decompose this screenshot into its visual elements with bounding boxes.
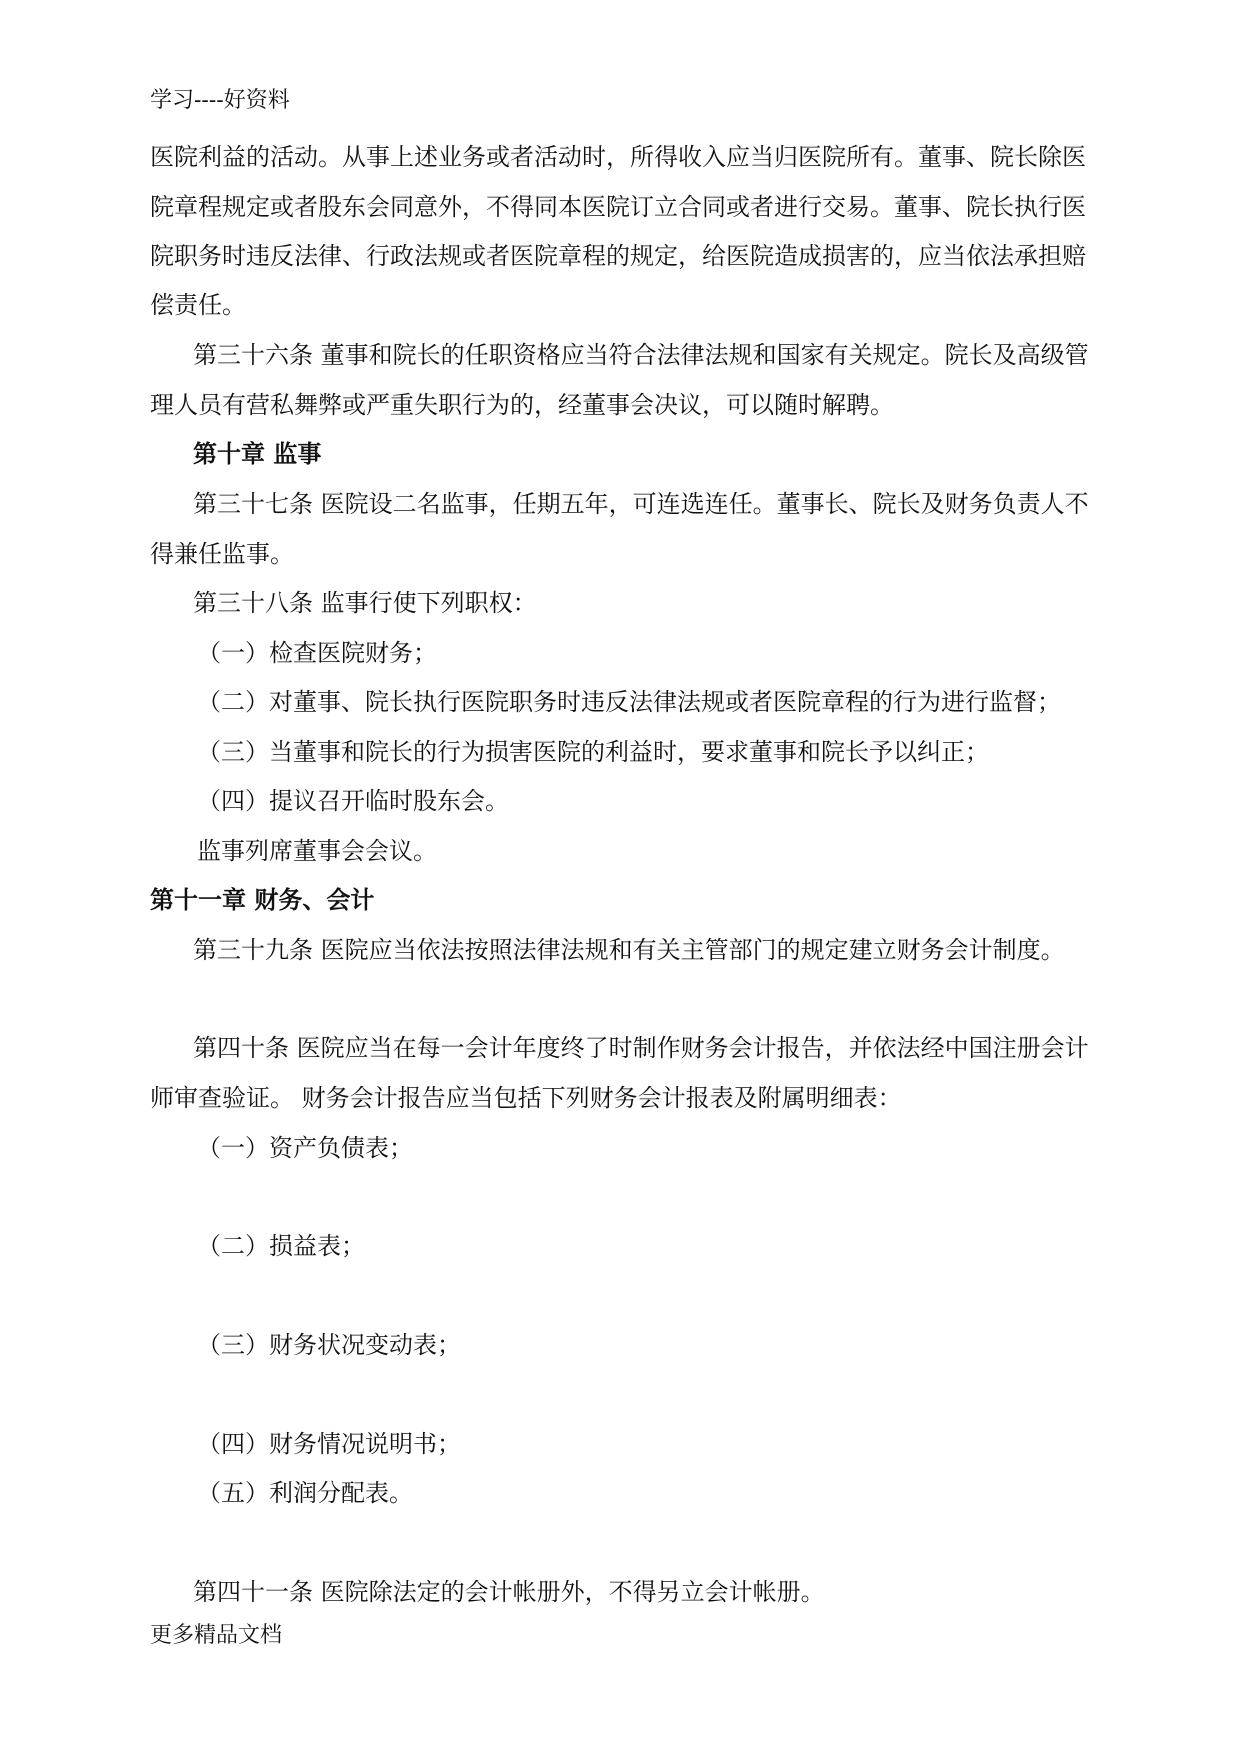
list-item: （一）检查医院财务；	[197, 639, 437, 667]
paragraph-line: 院职务时违反法律、行政法规或者医院章程的规定，给医院造成损害的，应当依法承担赔	[150, 242, 1086, 270]
list-item: （二）损益表；	[197, 1232, 365, 1260]
paragraph-line: 偿责任。	[150, 291, 246, 319]
list-item: （三）当董事和院长的行为损害医院的利益时，要求董事和院长予以纠正；	[197, 738, 989, 766]
page-header: 学习----好资料	[150, 88, 290, 113]
chapter-11-heading: 第十一章 财务、会计	[150, 886, 375, 914]
article-41-line: 第四十一条 医院除法定的会计帐册外，不得另立会计帐册。	[193, 1578, 825, 1606]
article-36-line: 第三十六条 董事和院长的任职资格应当符合法律法规和国家有关规定。院长及高级管	[193, 341, 1089, 369]
list-item: （五）利润分配表。	[197, 1479, 413, 1507]
page-footer: 更多精品文档	[150, 1623, 283, 1648]
chapter-10-heading: 第十章 监事	[193, 440, 322, 468]
list-item: （三）财务状况变动表；	[197, 1331, 461, 1359]
paragraph-line: 院章程规定或者股东会同意外，不得同本医院订立合同或者进行交易。董事、院长执行医	[150, 193, 1086, 221]
list-item: （四）财务情况说明书；	[197, 1430, 461, 1458]
article-37-line: 得兼任监事。	[150, 540, 294, 568]
list-item: （一）资产负债表；	[197, 1134, 413, 1162]
article-36-line: 理人员有营私舞弊或严重失职行为的，经董事会决议，可以随时解聘。	[150, 391, 894, 419]
list-item: （二）对董事、院长执行医院职务时违反法律法规或者医院章程的行为进行监督；	[197, 688, 1061, 716]
article-39-line: 第三十九条 医院应当依法按照法律法规和有关主管部门的规定建立财务会计制度。	[193, 936, 1065, 964]
list-item: （四）提议召开临时股东会。	[197, 787, 509, 815]
article-38-note: 监事列席董事会会议。	[197, 837, 437, 865]
article-38-line: 第三十八条 监事行使下列职权：	[193, 589, 537, 617]
paragraph-line: 医院利益的活动。从事上述业务或者活动时，所得收入应当归医院所有。董事、院长除医	[150, 143, 1086, 171]
article-40-line: 师审查验证。 财务会计报告应当包括下列财务会计报表及附属明细表：	[150, 1084, 902, 1112]
article-37-line: 第三十七条 医院设二名监事，任期五年，可连选连任。董事长、院长及财务负责人不	[193, 490, 1089, 518]
article-40-line: 第四十条 医院应当在每一会计年度终了时制作财务会计报告，并依法经中国注册会计	[193, 1034, 1089, 1062]
